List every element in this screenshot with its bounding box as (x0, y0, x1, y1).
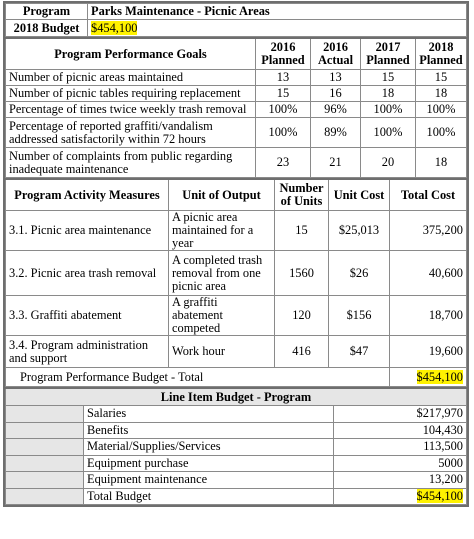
line-item-label: Benefits (84, 422, 334, 439)
goal-row (6, 118, 467, 148)
activity-total: 40,600 (390, 251, 467, 296)
goals-col-3: 2018 Planned (416, 38, 467, 70)
goal-label: Percentage of reported graffiti/vandalism addressed satisfactorily within 72 hours (6, 118, 256, 148)
line-item-value: 113,500 (334, 439, 467, 456)
col-total-cost: Total Cost (390, 179, 467, 211)
goal-value: 18 (416, 86, 467, 102)
program-label: Program (6, 4, 88, 20)
activities-total-value: $454,100 (416, 369, 463, 384)
line-items-title: Line Item Budget - Program (6, 388, 467, 406)
goal-value: 23 (256, 148, 311, 178)
header-table (5, 3, 467, 37)
goal-value: 15 (256, 86, 311, 102)
goal-value: 13 (256, 70, 311, 86)
activity-number: 120 (275, 296, 329, 336)
col-unit-of-output: Unit of Output (169, 179, 275, 211)
activity-cost: $26 (329, 251, 390, 296)
activity-label: 3.3. Graffiti abatement (6, 296, 169, 336)
goal-value: 100% (416, 118, 467, 148)
activity-total: 375,200 (390, 211, 467, 251)
line-item-row (6, 406, 467, 423)
line-items-table (5, 387, 467, 505)
line-item-value: 104,430 (334, 422, 467, 439)
budget-table-frame (3, 1, 469, 507)
line-item-label: Material/Supplies/Services (84, 439, 334, 456)
activity-number: 1560 (275, 251, 329, 296)
program-name: Parks Maintenance - Picnic Areas (88, 4, 467, 20)
goal-value: 18 (361, 86, 416, 102)
goal-label: Percentage of times twice weekly trash removal (6, 102, 256, 118)
goal-row (6, 148, 467, 178)
line-items-total-row (6, 488, 467, 505)
budget-value-cell (88, 20, 467, 37)
line-items-total-value: $454,100 (416, 488, 463, 503)
activity-number: 416 (275, 336, 329, 368)
activity-label: 3.2. Picnic area trash removal (6, 251, 169, 296)
line-item-spacer (6, 455, 84, 472)
goals-title: Program Performance Goals (6, 38, 256, 70)
goals-col-1: 2016 Actual (311, 38, 361, 70)
goals-col-2: 2017 Planned (361, 38, 416, 70)
line-item-label: Equipment maintenance (84, 472, 334, 489)
activities-total-row (6, 368, 467, 387)
activity-label: 3.4. Program administration and support (6, 336, 169, 368)
goal-value: 100% (361, 118, 416, 148)
activities-total-cell (390, 368, 467, 387)
activity-unit: A picnic area maintained for a year (169, 211, 275, 251)
goal-label: Number of picnic tables requiring replacement (6, 86, 256, 102)
line-item-value: 5000 (334, 455, 467, 472)
line-item-value: 13,200 (334, 472, 467, 489)
goal-value: 15 (416, 70, 467, 86)
goal-label: Number of complaints from public regarding inadequate maintenance (6, 148, 256, 178)
goal-value: 89% (311, 118, 361, 148)
col-unit-cost: Unit Cost (329, 179, 390, 211)
activity-cost: $25,013 (329, 211, 390, 251)
goal-value: 20 (361, 148, 416, 178)
activity-total: 19,600 (390, 336, 467, 368)
goal-value: 100% (256, 102, 311, 118)
line-item-row (6, 455, 467, 472)
goal-value: 16 (311, 86, 361, 102)
goals-col-0: 2016 Planned (256, 38, 311, 70)
line-items-total-label: Total Budget (84, 488, 334, 505)
activity-number: 15 (275, 211, 329, 251)
goal-value: 96% (311, 102, 361, 118)
line-item-spacer (6, 488, 84, 505)
activity-cost: $47 (329, 336, 390, 368)
line-item-row (6, 422, 467, 439)
activities-title: Program Activity Measures (6, 179, 169, 211)
col-number-of-units: Number of Units (275, 179, 329, 211)
goal-row (6, 102, 467, 118)
activity-unit: Work hour (169, 336, 275, 368)
budget-value: $454,100 (91, 20, 138, 35)
line-item-spacer (6, 422, 84, 439)
goal-value: 21 (311, 148, 361, 178)
line-item-spacer (6, 406, 84, 423)
activity-row (6, 336, 467, 368)
activity-cost: $156 (329, 296, 390, 336)
goal-row (6, 70, 467, 86)
line-item-label: Salaries (84, 406, 334, 423)
activities-table (5, 178, 467, 387)
goal-value: 15 (361, 70, 416, 86)
activity-label: 3.1. Picnic area maintenance (6, 211, 169, 251)
activity-row (6, 211, 467, 251)
line-item-row (6, 439, 467, 456)
activity-total: 18,700 (390, 296, 467, 336)
line-item-spacer (6, 439, 84, 456)
line-items-total-cell (334, 488, 467, 505)
activity-row (6, 251, 467, 296)
goal-value: 100% (361, 102, 416, 118)
activity-unit: A completed trash removal from one picnic area (169, 251, 275, 296)
goal-label: Number of picnic areas maintained (6, 70, 256, 86)
activity-row (6, 296, 467, 336)
goals-table (5, 37, 467, 178)
budget-label: 2018 Budget (6, 20, 88, 37)
activity-unit: A graffiti abatement competed (169, 296, 275, 336)
line-item-row (6, 472, 467, 489)
goal-row (6, 86, 467, 102)
line-item-spacer (6, 472, 84, 489)
goal-value: 100% (416, 102, 467, 118)
line-item-label: Equipment purchase (84, 455, 334, 472)
activities-total-label: Program Performance Budget - Total (6, 368, 390, 387)
goal-value: 18 (416, 148, 467, 178)
goal-value: 13 (311, 70, 361, 86)
line-item-value: $217,970 (334, 406, 467, 423)
goal-value: 100% (256, 118, 311, 148)
